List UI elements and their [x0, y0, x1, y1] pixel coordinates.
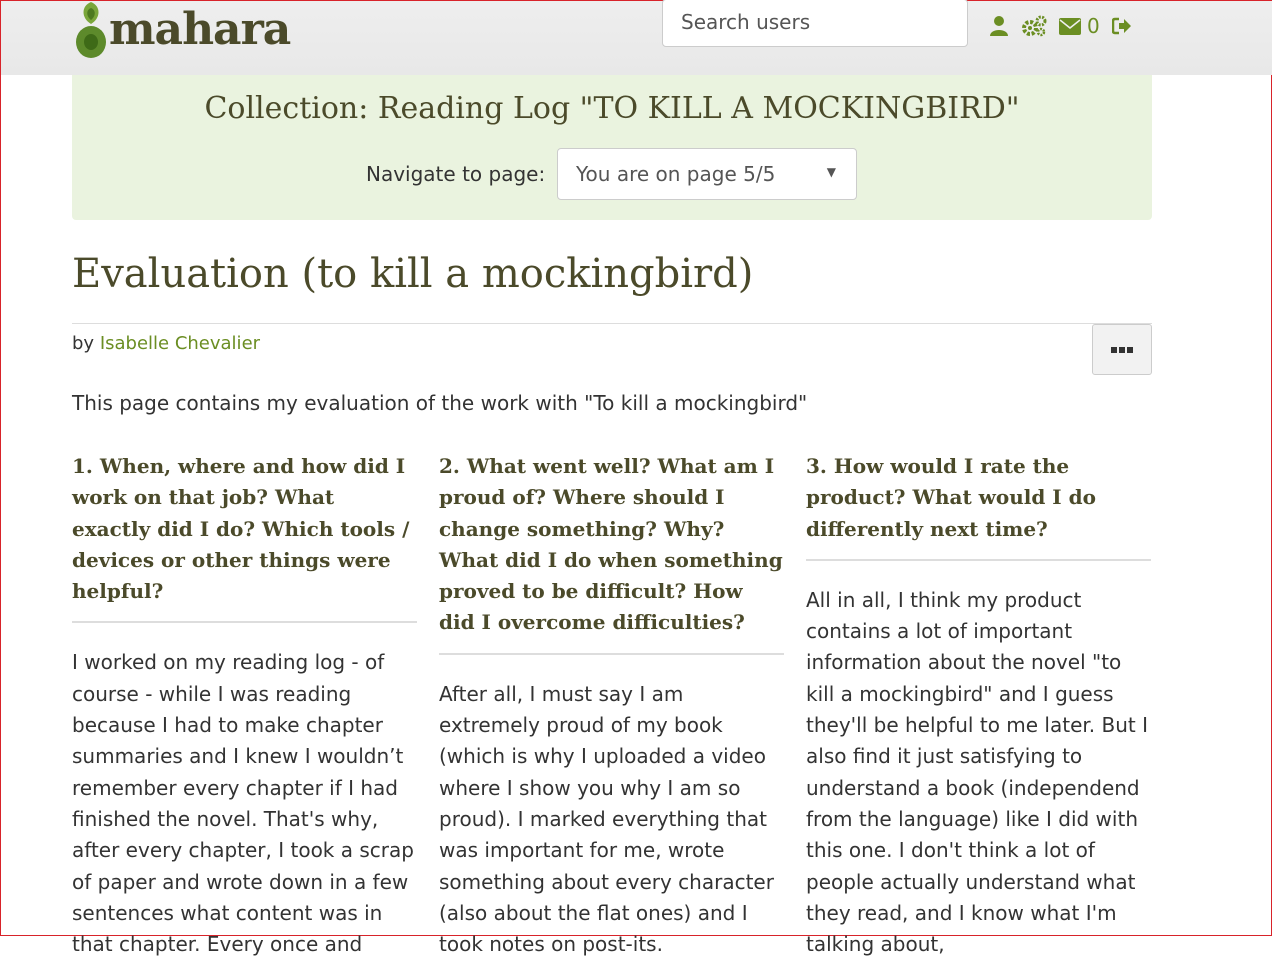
logo-mark-icon [71, 0, 107, 60]
divider [72, 621, 417, 623]
mahara-logo[interactable] [71, 0, 290, 61]
top-header [1, 1, 1272, 75]
column-heading: 2. What went well? What am I proud of? Where should I change something? Why? What did I do when something proved to be difficult? How did I overcome difficulties? [439, 454, 783, 635]
search-users-input[interactable]: Search users [662, 0, 968, 47]
column-heading: 3. How would I rate the product? What would I do differently next time? [806, 454, 1096, 541]
envelope-icon [1059, 18, 1081, 35]
cogs-icon[interactable] [1021, 15, 1047, 37]
divider [806, 559, 1151, 561]
page-description: This page contains my evaluation of the work with "To kill a mockingbird" [72, 391, 808, 415]
evaluation-column-1 [72, 451, 417, 960]
evaluation-column-2 [439, 451, 784, 960]
ellipsis-icon [1111, 347, 1133, 353]
column-heading: 1. When, where and how did I work on that job? What exactly did I do? Which tools / devices or other things were helpful? [72, 454, 410, 604]
caret-down-icon: ▼ [826, 165, 836, 179]
inbox-link[interactable] [1059, 14, 1100, 38]
page-select-dropdown[interactable] [557, 148, 857, 200]
by-label: by [72, 333, 95, 354]
inbox-count: 0 [1087, 14, 1100, 38]
navigate-label: Navigate to page: [366, 162, 546, 186]
collection-title: Collection: Reading Log "TO KILL A MOCKINGBIRD" [204, 91, 1020, 126]
more-options-button[interactable] [1092, 324, 1152, 375]
page-title: Evaluation (to kill a mockingbird) [72, 251, 754, 297]
user-icon[interactable] [989, 15, 1009, 37]
divider [439, 653, 784, 655]
logo-text: mahara [109, 3, 291, 55]
author-byline [72, 333, 260, 354]
author-link[interactable]: Isabelle Chevalier [99, 333, 261, 354]
divider [72, 323, 1152, 324]
column-text: After all, I must say I am extremely proud of my book (which is why I uploaded a video where I show you why I am so proud). I marked everything that was important for me, wrote something about every character (also about the flat ones) and I took notes on post-its. [439, 681, 774, 957]
evaluation-column-3 [806, 451, 1151, 960]
user-toolbar [989, 11, 1132, 41]
column-text: All in all, I think my product contains a lot of important information about the novel "to kill a mockingbird" and I guess they'll be helpful to me later. But I also find it just satisfying to understand a book (independend from the language) like I did with this one. I don't think a lot of people actually understand what they read, and I know what I'm talking about, [806, 587, 1148, 957]
column-text: I worked on my reading log - of course - while I was reading because I had to make chapter summaries and I knew I wouldn’t remember every chapter if I had finished the novel. That's why, after every chapter, I took a scrap of paper and wrote down in a few sentences what content was in that chapter. Every once and [72, 650, 414, 957]
page-select-value: You are on page 5/5 [576, 162, 776, 186]
collection-navigation-panel [72, 75, 1152, 220]
logout-icon[interactable] [1112, 17, 1132, 35]
